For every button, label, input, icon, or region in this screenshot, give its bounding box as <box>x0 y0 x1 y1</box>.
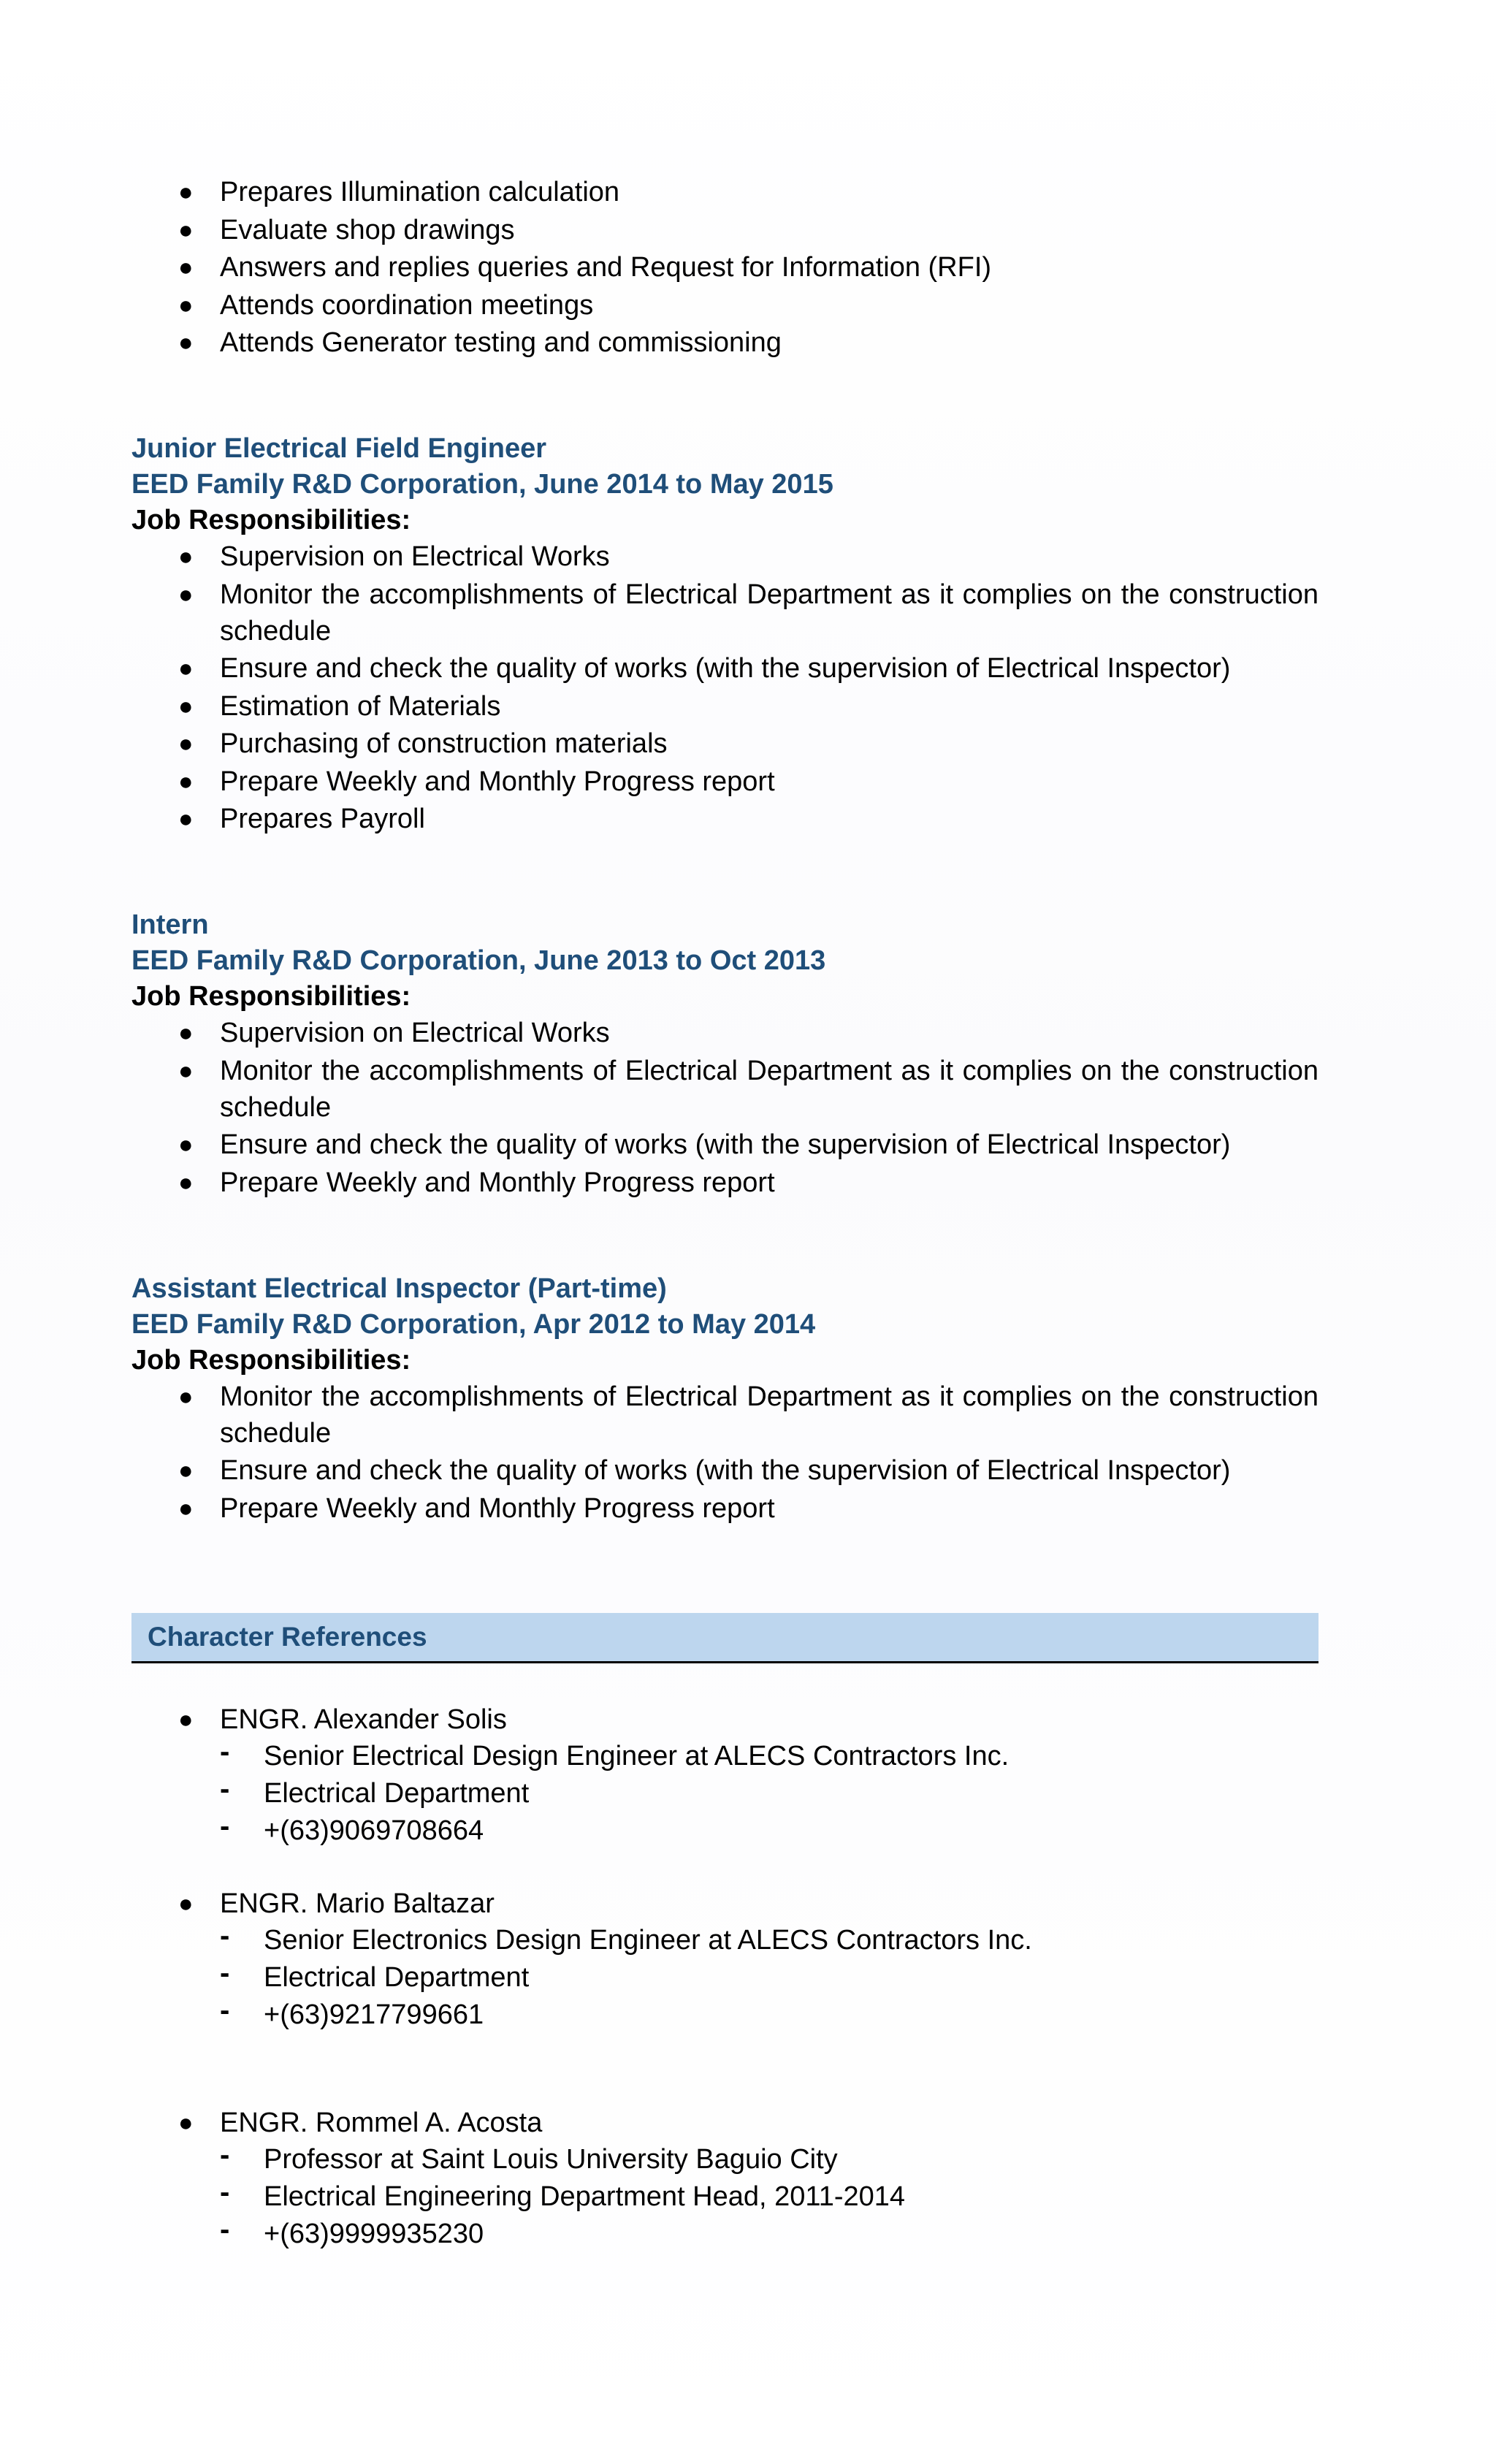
list-item: ● Supervision on Electrical Works <box>131 538 1318 575</box>
list-item: - Professor at Saint Louis University Baguio City <box>131 2141 1318 2178</box>
reference-entry <box>131 1701 1318 1849</box>
bullet-icon: ● <box>178 2108 194 2137</box>
list-item: ● Purchasing of construction materials <box>131 725 1318 762</box>
bullet-icon: ● <box>178 1382 194 1411</box>
job-title: Assistant Electrical Inspector (Part-time) <box>131 1273 667 1304</box>
list-item: - Electrical Department <box>131 1959 1318 1996</box>
bullet-icon: ● <box>178 730 194 758</box>
dash-icon: - <box>220 1809 230 1842</box>
list-item: ● Monitor the accomplishments of Electrical Department as it complies on the construction schedule <box>131 1053 1318 1126</box>
list-item: ● Monitor the accomplishments of Electrical Department as it complies on the construction schedule <box>131 1378 1318 1452</box>
list-item: ● Answers and replies queries and Request for Information (RFI) <box>131 249 1318 286</box>
bullet-icon: ● <box>178 329 194 356</box>
dash-icon: - <box>220 1956 230 1989</box>
list-item: ● Prepare Weekly and Monthly Progress report <box>131 763 1318 800</box>
list-item: ● Prepare Weekly and Monthly Progress report <box>131 1164 1318 1201</box>
job-company: EED Family R&D Corporation, June 2013 to Oct 2013 <box>131 945 826 976</box>
bullet-icon: ● <box>178 1494 194 1522</box>
list-item: ● Monitor the accomplishments of Electrical Department as it complies on the construction schedule <box>131 576 1318 649</box>
reference-name: ● ENGR. Alexander Solis <box>131 1701 1318 1738</box>
job-company: EED Family R&D Corporation, Apr 2012 to May 2014 <box>131 1308 816 1340</box>
job-responsibilities-list <box>131 1378 1318 1527</box>
dash-icon: - <box>220 2213 230 2246</box>
section-title: Character References <box>148 1621 427 1652</box>
bullet-icon: ● <box>178 655 194 682</box>
job-title: Intern <box>131 909 209 940</box>
dash-icon: - <box>220 1994 230 2026</box>
dash-icon: - <box>220 2138 230 2171</box>
reference-details <box>131 2138 1318 2252</box>
list-item: ● Prepare Weekly and Monthly Progress report <box>131 1490 1318 1527</box>
resume-content <box>131 174 1318 2253</box>
reference-details <box>131 1919 1318 2033</box>
bullet-icon: ● <box>178 1131 194 1159</box>
reference-name: ● ENGR. Mario Baltazar <box>131 1885 1318 1922</box>
dash-icon: - <box>220 1735 230 1768</box>
list-item: ● Evaluate shop drawings <box>131 212 1318 248</box>
list-item: ● Estimation of Materials <box>131 688 1318 725</box>
list-item: - +(63)9069708664 <box>131 1812 1318 1849</box>
list-item: - Electrical Department <box>131 1775 1318 1812</box>
dash-icon: - <box>220 2175 230 2208</box>
job-responsibilities-list <box>131 1015 1318 1201</box>
list-item: ● Attends coordination meetings <box>131 287 1318 324</box>
bullet-icon: ● <box>178 767 194 796</box>
section-header-character-references <box>131 1613 1318 1663</box>
job-responsibilities-list <box>131 538 1318 837</box>
dash-icon: - <box>220 1772 230 1805</box>
bullet-icon: ● <box>178 1168 194 1197</box>
bullet-icon: ● <box>178 291 194 319</box>
job-entry-junior-field-engineer <box>131 431 1318 837</box>
list-item: ● Prepares Illumination calculation <box>131 174 1318 210</box>
list-item: - +(63)9999935230 <box>131 2216 1318 2252</box>
dash-icon: - <box>220 1919 230 1952</box>
bullet-icon: ● <box>178 580 194 609</box>
list-item: - +(63)9217799661 <box>131 1996 1318 2033</box>
job-title: Junior Electrical Field Engineer <box>131 433 547 464</box>
list-item: ● Ensure and check the quality of works (with the supervision of Electrical Inspector) <box>131 1126 1318 1163</box>
list-item: ● Supervision on Electrical Works <box>131 1015 1318 1051</box>
list-item: - Senior Electrical Design Engineer at ALECS Contractors Inc. <box>131 1738 1318 1774</box>
job-responsibilities-label: Job Responsibilities: <box>131 1344 411 1376</box>
list-item: ● Ensure and check the quality of works (with the supervision of Electrical Inspector) <box>131 1452 1318 1489</box>
reference-entry <box>131 2105 1318 2252</box>
bullet-icon: ● <box>178 1457 194 1484</box>
previous-job-responsibilities <box>131 174 1318 361</box>
reference-entry <box>131 1885 1318 2033</box>
bullet-icon: ● <box>178 692 194 720</box>
bullet-icon: ● <box>178 1705 194 1733</box>
bullet-icon: ● <box>178 215 194 244</box>
list-item: ● Ensure and check the quality of works (with the supervision of Electrical Inspector) <box>131 650 1318 687</box>
bullet-icon: ● <box>178 543 194 571</box>
job-responsibilities-label: Job Responsibilities: <box>131 505 411 535</box>
reference-name: ● ENGR. Rommel A. Acosta <box>131 2105 1318 2141</box>
bullet-icon: ● <box>178 805 194 833</box>
list-item: ● Attends Generator testing and commissioning <box>131 324 1318 361</box>
bullet-icon: ● <box>178 1889 194 1918</box>
job-company: EED Family R&D Corporation, June 2014 to May 2015 <box>131 469 833 500</box>
list-item: - Electrical Engineering Department Head, 2011-2014 <box>131 2178 1318 2215</box>
bullet-icon: ● <box>178 178 194 206</box>
bullet-icon: ● <box>178 1056 194 1085</box>
job-responsibilities-label: Job Responsibilities: <box>131 981 411 1012</box>
bullet-icon: ● <box>178 1019 194 1047</box>
list-item: ● Prepares Payroll <box>131 801 1318 837</box>
job-entry-intern <box>131 907 1318 1201</box>
list-item: - Senior Electronics Design Engineer at ALECS Contractors Inc. <box>131 1922 1318 1958</box>
job-entry-assistant-inspector <box>131 1271 1318 1527</box>
bullet-icon: ● <box>178 253 194 281</box>
reference-details <box>131 1735 1318 1849</box>
